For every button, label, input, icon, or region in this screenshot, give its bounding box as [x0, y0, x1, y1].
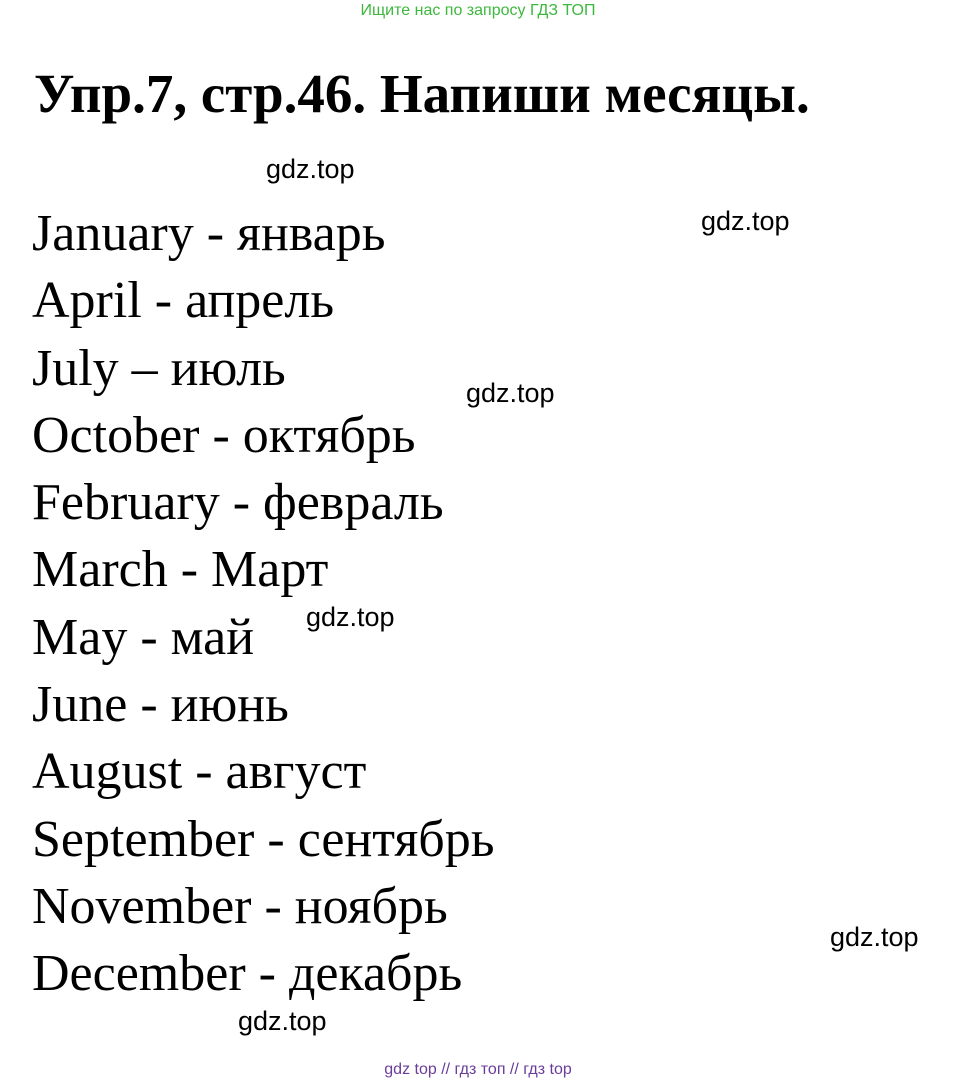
footer-text: gdz top // гдз топ // гдз top [384, 1061, 572, 1078]
month-line-july: July – июль [32, 339, 286, 397]
month-line-april: April - апрель [32, 272, 335, 330]
watermark-text: gdz.top [466, 378, 555, 408]
month-line-september: September - сентябрь [32, 810, 495, 868]
watermark-text: gdz.top [306, 602, 395, 632]
month-line-may: May - май [32, 608, 255, 666]
month-line-february: February - февраль [32, 474, 444, 532]
watermark-text: gdz.top [238, 1006, 327, 1036]
month-line-january: January - январь [32, 205, 386, 262]
month-line-june: June - июнь [32, 676, 289, 734]
watermark-text: gdz.top [830, 922, 919, 952]
month-line-october: October - октябрь [32, 406, 416, 464]
month-line-november: November - ноябрь [32, 877, 448, 935]
top-banner: Ищите нас по запросу ГДЗ ТОП [360, 2, 596, 19]
month-line-december: December - декабрь [32, 945, 463, 1003]
month-line-august: August - август [32, 743, 367, 801]
watermark-text: gdz.top [701, 206, 790, 236]
watermark-text: gdz.top [266, 154, 355, 184]
month-line-march: March - Март [32, 541, 329, 599]
page-title: Упр.7, стр.46. Напиши месяцы. [34, 63, 810, 124]
month-list [32, 200, 494, 1008]
